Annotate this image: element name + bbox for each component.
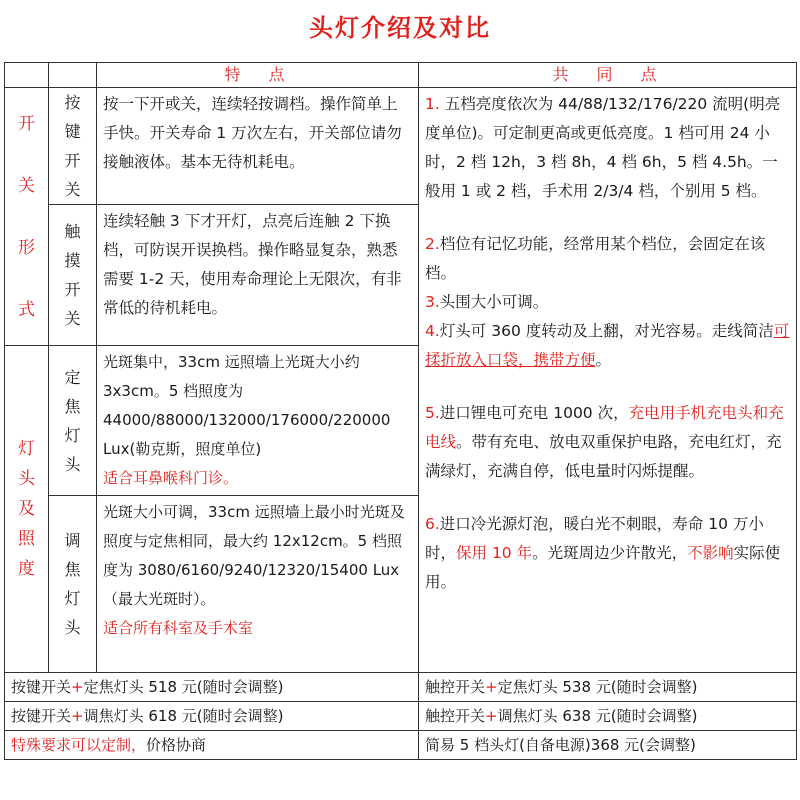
header-common: 共 同 点 bbox=[419, 63, 797, 88]
common-point-1: 1. 五档亮度依次为 44/88/132/176/220 流明(明亮度单位)。可定制更高或更低亮度。1 档可用 24 小时，2 档 12h，3 档 8h，4 档 6h，5 档 4.5h。一般用 1 或 2 档，手术用 2/3/4 档，个别用 5 档。 bbox=[425, 95, 781, 200]
label-fixed-lamp: 定 焦 灯 头 bbox=[49, 346, 97, 496]
text-button-switch: 按一下开或关，连续轻按调档。操作简单上手快。开关寿命 1 万次左右，开关部位请勿接触液体。基本无待机耗电。 bbox=[97, 88, 419, 205]
header-blank-2 bbox=[49, 63, 97, 88]
price-button-zoom: 按键开关+调焦灯头 618 元(随时会调整) bbox=[5, 702, 419, 731]
header-features: 特 点 bbox=[97, 63, 419, 88]
common-point-3: 3.头围大小可调。 bbox=[425, 293, 549, 311]
text-zoom-lamp: 光斑大小可调，33cm 远照墙上最小时光斑及照度与定焦相同，最大约 12x12cm。5 档照度为 3080/6160/9240/12320/15400 Lux（最大光斑时）。 适合所有科室及手术室 bbox=[97, 496, 419, 673]
common-point-2: 2.档位有记忆功能，经常用某个档位，会固定在该档。 bbox=[425, 235, 766, 282]
label-zoom-lamp: 调 焦 灯 头 bbox=[49, 496, 97, 673]
price-row-1 bbox=[5, 673, 797, 702]
label-button-switch: 按 键 开 关 bbox=[49, 88, 97, 205]
comparison-table bbox=[4, 62, 797, 760]
price-touch-zoom: 触控开关+调焦灯头 638 元(随时会调整) bbox=[419, 702, 797, 731]
note-zoom-lamp: 适合所有科室及手术室 bbox=[103, 619, 254, 637]
common-points bbox=[419, 88, 797, 673]
common-point-6: 6.进口冷光源灯泡，暖白光不刺眼，寿命 10 万小时，保用 10 年。光斑周边少许散光，不影响实际使用。 bbox=[425, 515, 781, 591]
category-switch: 开 关 形 式 bbox=[5, 88, 49, 346]
header-blank bbox=[5, 63, 49, 88]
text-touch-switch: 连续轻触 3 下才开灯，点亮后连触 2 下换档，可防误开误换档。操作略显复杂，熟悉需要 1-2 天，使用寿命理论上无限次，有非常低的待机耗电。 bbox=[97, 205, 419, 346]
page-title: 头灯介绍及对比 bbox=[309, 13, 491, 42]
note-fixed-lamp: 适合耳鼻喉科门诊。 bbox=[103, 469, 239, 487]
price-row-2 bbox=[5, 702, 797, 731]
text-fixed-lamp: 光斑集中，33cm 远照墙上光斑大小约 3x3cm。5 档照度为 44000/88000/132000/176000/220000 Lux(勒克斯，照度单位) 适合耳鼻喉科门诊。 bbox=[97, 346, 419, 496]
header-row bbox=[5, 63, 797, 88]
price-row-3 bbox=[5, 731, 797, 760]
category-lamp: 灯 头 及 照 度 bbox=[5, 346, 49, 673]
label-touch-switch: 触 摸 开 关 bbox=[49, 205, 97, 346]
price-button-fixed: 按键开关+定焦灯头 518 元(随时会调整) bbox=[5, 673, 419, 702]
row-button-switch bbox=[5, 88, 797, 205]
custom-note: 特殊要求可以定制，价格协商 bbox=[5, 731, 419, 760]
common-point-4: 4.灯头可 360 度转动及上翻，对光容易。走线简洁可揉折放入口袋，携带方便。 bbox=[425, 322, 790, 369]
price-touch-fixed: 触控开关+定焦灯头 538 元(随时会调整) bbox=[419, 673, 797, 702]
price-simple: 简易 5 档头灯(自备电源)368 元(会调整) bbox=[419, 731, 797, 760]
common-point-5: 5.进口锂电可充电 1000 次，充电用手机充电头和充电线。带有充电、放电双重保护电路，充电红灯，充满绿灯，充满自停，低电量时闪烁提醒。 bbox=[425, 404, 784, 480]
